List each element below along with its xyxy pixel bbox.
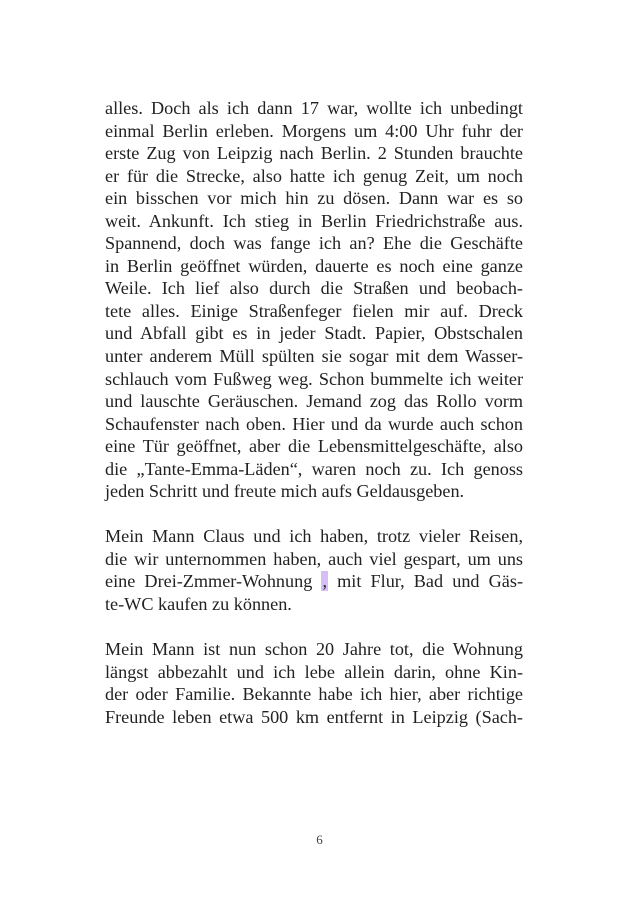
page-body <box>105 97 523 728</box>
text-line: Spannend, doch was fange ich an? Ehe die Geschäfte <box>105 233 523 254</box>
text-line: einmal Berlin erleben. Morgens um 4:00 Uhr fuhr der <box>105 120 523 141</box>
text-selection-highlight[interactable]: , <box>322 571 327 592</box>
paragraph-3 <box>105 638 523 728</box>
text-line: alles. Doch als ich dann 17 war, wollte ich unbedingt <box>105 98 523 118</box>
text-line: Mein Mann ist nun schon 20 Jahre tot, die Wohnung <box>105 639 523 660</box>
text-line: die „Tante-Emma-Läden“, waren noch zu. Ich genoss <box>105 458 523 479</box>
text-segment: mit Flur, Bad und Gäs- <box>328 571 524 592</box>
text-segment: eine Drei-Zmmer-Wohnung <box>105 571 322 592</box>
text-line: eine Tür geöffnet, aber die Lebensmittelgeschäfte, also <box>105 436 523 457</box>
text-line: der oder Familie. Bekannte habe ich hier, aber richtige <box>105 684 523 705</box>
text-line: schlauch vom Fußweg weg. Schon bummelte ich weiter <box>105 368 523 389</box>
text-line: Weile. Ich lief also durch die Straßen und beobach- <box>105 278 523 299</box>
text-line: in Berlin geöffnet würden, dauerte es noch eine ganze <box>105 255 523 276</box>
page-number: 6 <box>316 832 323 847</box>
text-line: ein bisschen vor mich hin zu dösen. Dann war es so <box>105 188 523 209</box>
text-line: Mein Mann Claus und ich haben, trotz vieler Reisen, <box>105 526 523 547</box>
paragraph-1 <box>105 97 523 503</box>
text-line: weit. Ankunft. Ich stieg in Berlin Friedrichstraße aus. <box>105 210 523 231</box>
text-line: er für die Strecke, also hatte ich genug Zeit, um noch <box>105 165 523 186</box>
text-line-highlighted[interactable] <box>105 570 523 593</box>
text-line: Freunde leben etwa 500 km entfernt in Leipzig (Sach- <box>105 706 523 727</box>
text-line: die wir unternommen haben, auch viel gespart, um uns <box>105 548 523 569</box>
paragraph-gap <box>105 503 523 526</box>
text-line: erste Zug von Leipzig nach Berlin. 2 Stunden brauchte <box>105 143 523 164</box>
text-line: und lauschte Geräuschen. Jemand zog das Rollo vorm <box>105 391 523 412</box>
text-line: te-WC kaufen zu können. <box>105 594 292 615</box>
paragraph-2 <box>105 525 523 615</box>
text-line: tete alles. Einige Straßenfeger fielen mir auf. Dreck <box>105 300 523 321</box>
text-line: unter anderem Müll spülten sie sogar mit dem Wasser- <box>105 346 523 367</box>
text-line: und Abfall gibt es in jeder Stadt. Papier, Obstschalen <box>105 323 523 344</box>
paragraph-gap <box>105 616 523 639</box>
text-line: jeden Schritt und freute mich aufs Geldausgeben. <box>105 481 465 502</box>
text-line: Schaufenster nach oben. Hier und da wurde auch schon <box>105 413 523 434</box>
text-line: längst abbezahlt und ich lebe allein darin, ohne Kin- <box>105 661 523 682</box>
